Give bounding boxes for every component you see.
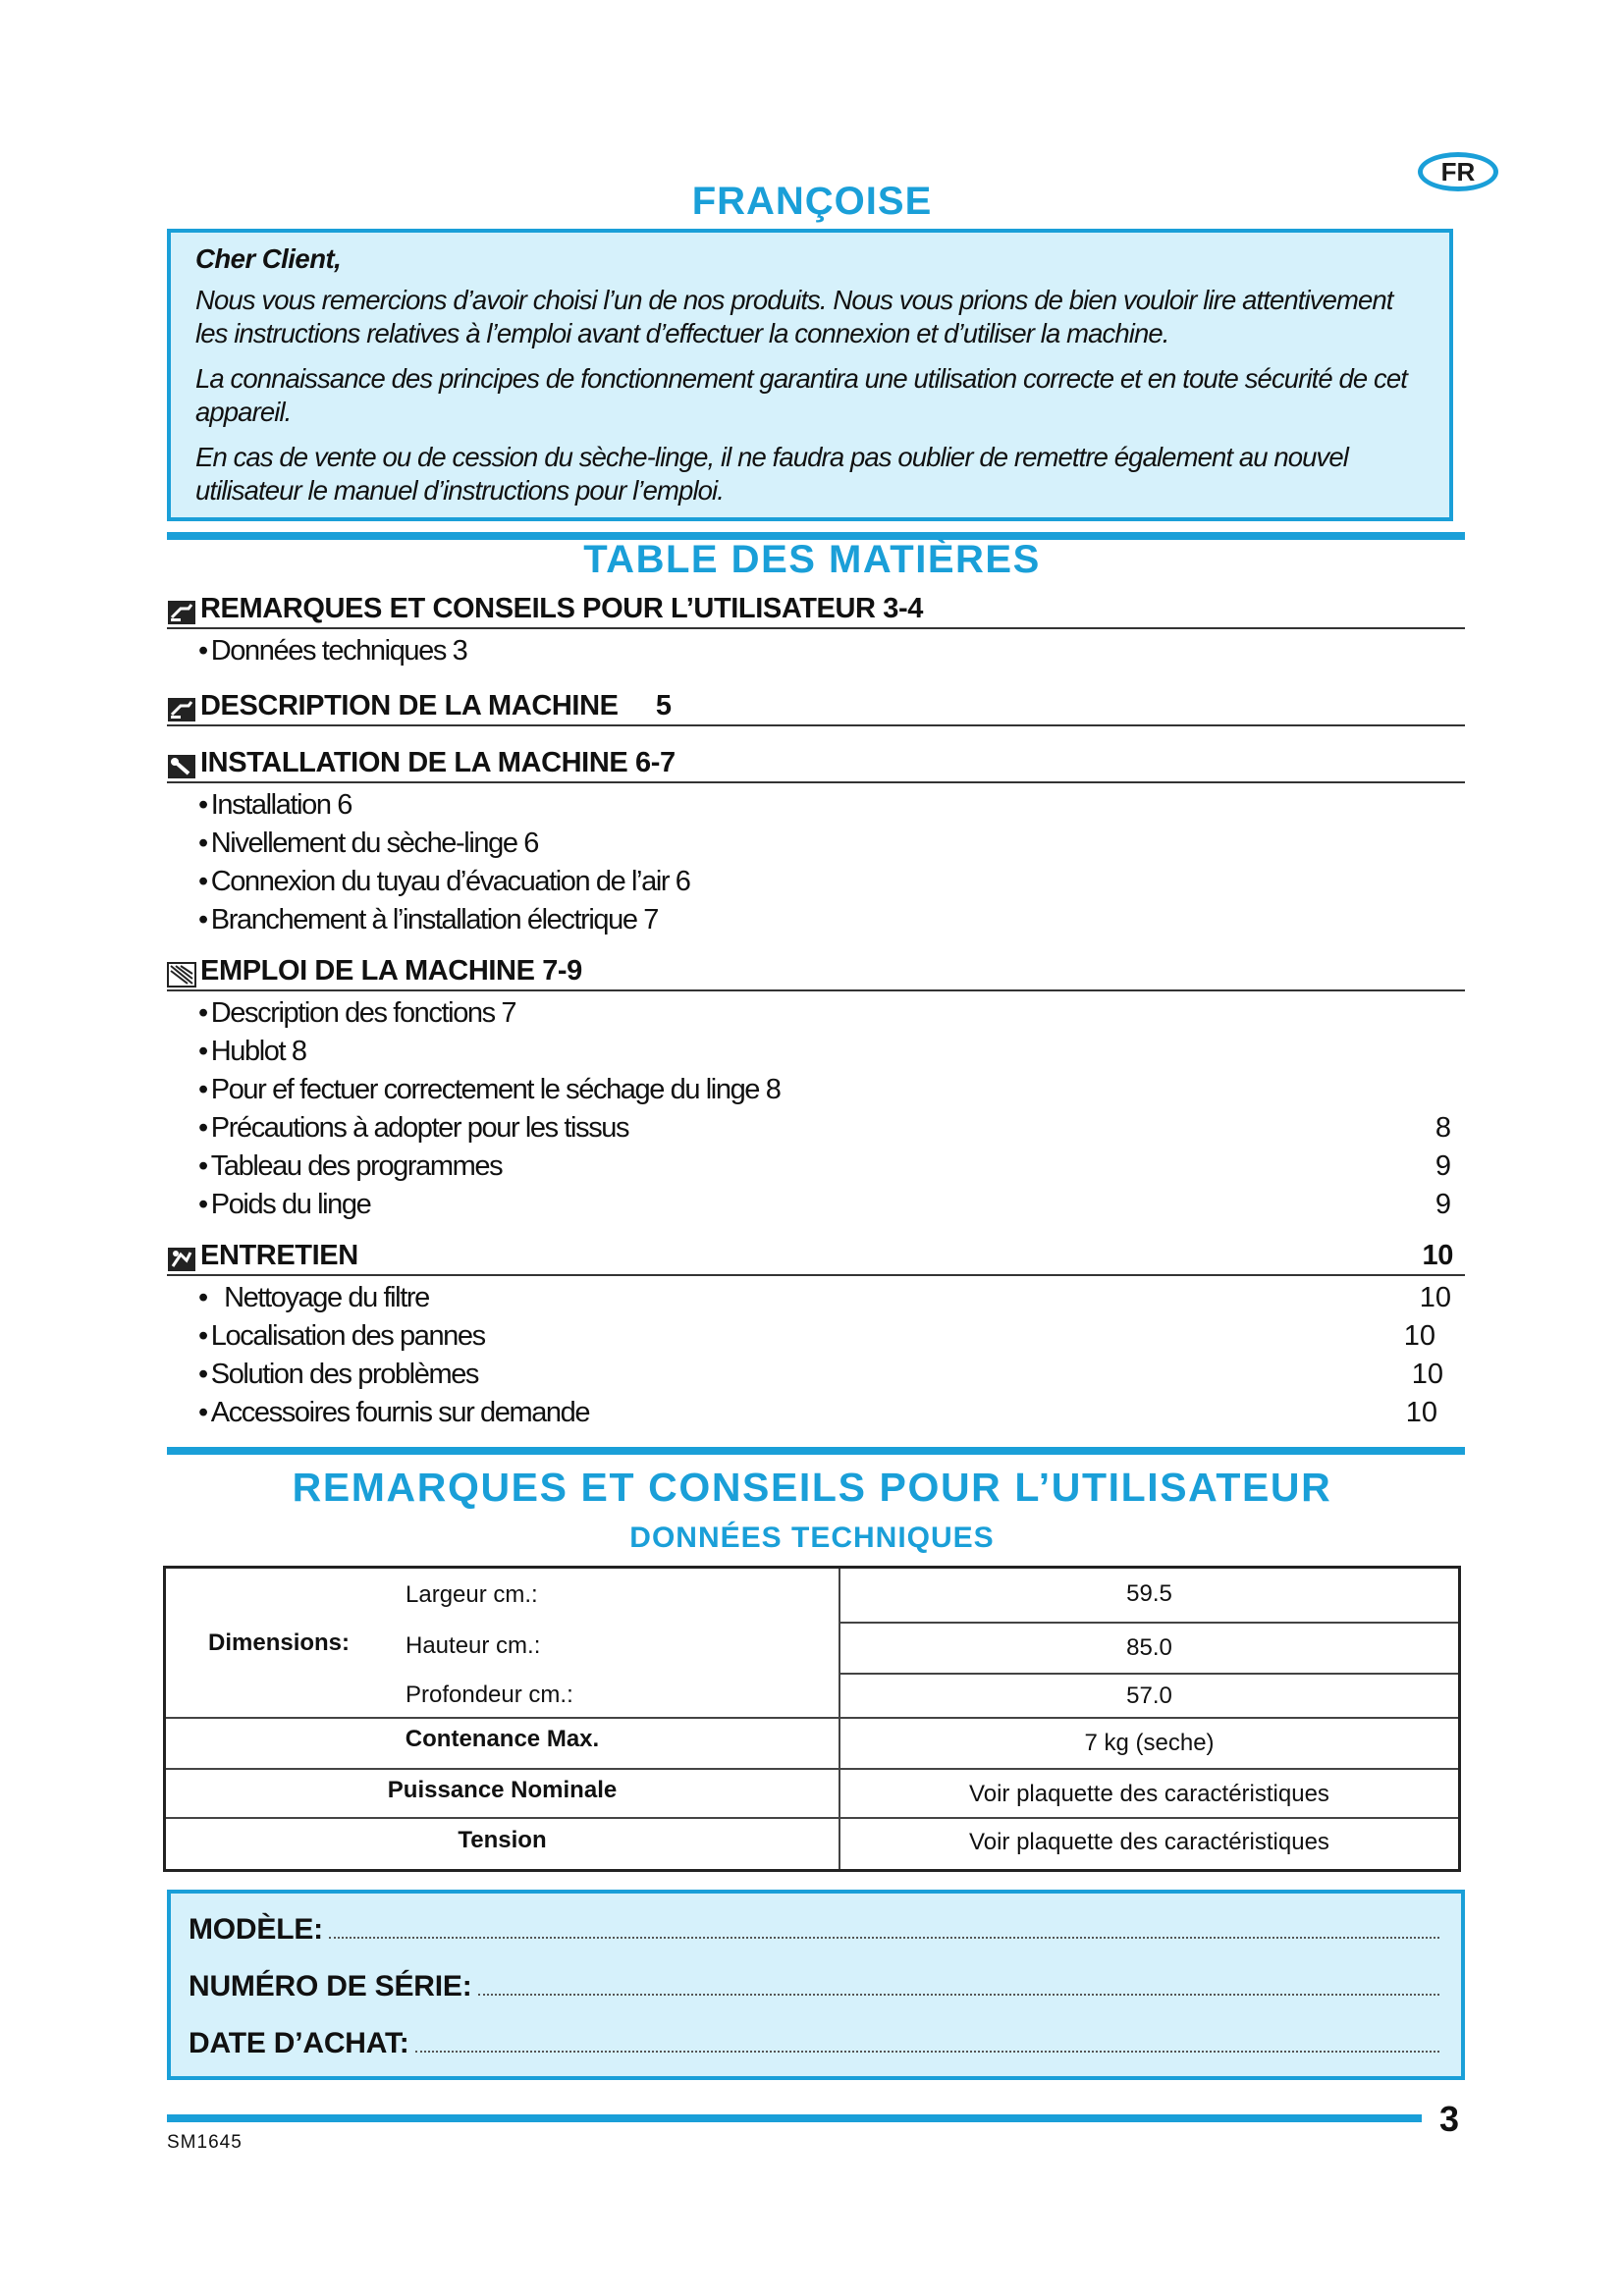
- footer-divider: [167, 2114, 1422, 2122]
- toc-item[interactable]: • Connexion du tuyau d’évacuation de l’air 6: [198, 863, 1465, 900]
- toc-item[interactable]: • Localisation des pannes 10: [198, 1317, 1465, 1355]
- toc-item-label: Installation 6: [210, 788, 352, 821]
- toc-section-label: REMARQUES ET CONSEILS POUR L’UTILISATEUR 3-4: [200, 593, 923, 624]
- document-code: SM1645: [167, 2132, 243, 2153]
- spec-label: Profondeur cm.:: [406, 1682, 573, 1708]
- toc-item-label: Branchement à l’installation électrique 7: [210, 903, 658, 935]
- intro-paragraph-2: La connaissance des principes de fonctionnement garantira une utilisation correcte et en toute sécurité de cet appareil.: [195, 363, 1408, 427]
- intro-paragraph-3: En cas de vente ou de cession du sèche-linge, il ne faudra pas oublier de remettre également au nouvel utilisateur le manuel d’instructions pour l’emploi.: [195, 442, 1349, 506]
- product-info-form: [167, 1890, 1465, 2080]
- toc-item-label: Hublot 8: [210, 1035, 306, 1067]
- toc-item[interactable]: • Nettoyage du filtre 10: [198, 1279, 1465, 1316]
- hand-press-icon: [167, 962, 196, 988]
- toc-item-page: 8: [1435, 1111, 1451, 1144]
- spec-label: Contenance Max.: [405, 1726, 600, 1752]
- hand-note-icon: [167, 697, 196, 722]
- toc-item[interactable]: • Solution des problèmes 10: [198, 1356, 1465, 1393]
- toc-item-page: 10: [1419, 1281, 1451, 1313]
- date-label: DATE D’ACHAT:: [189, 2027, 409, 2059]
- toc-section-description[interactable]: [167, 689, 1465, 726]
- serial-number-field[interactable]: [189, 1964, 1439, 2003]
- toc-section-entretien[interactable]: [167, 1239, 1465, 1276]
- toc-section-page: 10: [1422, 1240, 1453, 1271]
- toc-item-label: Localisation des pannes: [210, 1319, 485, 1352]
- toc-item-page: 10: [1403, 1319, 1435, 1352]
- toc-item[interactable]: • Précautions à adopter pour les tissus 8: [198, 1109, 1465, 1147]
- toc-item-label: Connexion du tuyau d’évacuation de l’air 6: [210, 865, 690, 897]
- toc-item-label: Données techniques 3: [210, 634, 467, 667]
- toc-section-label: EMPLOI DE LA MACHINE 7-9: [200, 955, 582, 987]
- spec-value: Voir plaquette des caractéristiques: [969, 1829, 1329, 1855]
- toc-item[interactable]: • Tableau des programmes 9: [198, 1148, 1465, 1185]
- tech-spec-table: [163, 1566, 1461, 1872]
- toc-item-page: 9: [1435, 1149, 1451, 1182]
- wrench-icon: [167, 754, 196, 779]
- model-label: MODÈLE:: [189, 1913, 323, 1946]
- toc-item-label: Nettoyage du filtre: [210, 1281, 429, 1313]
- purchase-date-field[interactable]: [189, 2021, 1439, 2060]
- language-title: FRANÇOISE: [691, 180, 933, 223]
- toc-item[interactable]: • Branchement à l’installation électrique 7: [198, 901, 1465, 938]
- intro-box: [167, 229, 1453, 521]
- toc-item-label: Précautions à adopter pour les tissus: [210, 1111, 629, 1144]
- toc-item-label: Pour ef fectuer correctement le séchage du linge 8: [210, 1073, 781, 1105]
- section-title: REMARQUES ET CONSEILS POUR L’UTILISATEUR: [292, 1465, 1332, 1510]
- toc-item[interactable]: • Pour ef fectuer correctement le séchage du linge 8: [198, 1071, 1465, 1108]
- spec-value: 59.5: [1126, 1580, 1172, 1607]
- toc-section-label: INSTALLATION DE LA MACHINE 6-7: [200, 747, 676, 778]
- toc-title: TABLE DES MATIÈRES: [583, 538, 1041, 581]
- toc-item[interactable]: • Description des fonctions 7: [198, 994, 1465, 1032]
- toc-item[interactable]: • Données techniques 3: [198, 632, 1465, 669]
- maintenance-icon: [167, 1247, 196, 1272]
- toc-item-label: Poids du linge: [210, 1188, 371, 1220]
- spec-value: 7 kg (seche): [1084, 1730, 1215, 1756]
- spec-value: Voir plaquette des caractéristiques: [969, 1781, 1329, 1807]
- toc-section-label: DESCRIPTION DE LA MACHINE 5: [200, 690, 672, 721]
- toc-section-remarques[interactable]: [167, 592, 1465, 629]
- hand-note-icon: [167, 600, 196, 625]
- toc-item[interactable]: • Nivellement du sèche-linge 6: [198, 825, 1465, 862]
- intro-greeting: Cher Client,: [195, 243, 342, 274]
- intro-paragraph-1: Nous vous remercions d’avoir choisi l’un de nos produits. Nous vous prions de bien vouloir lire attentivement les instructions relatives à l’emploi avant d’effectuer la connexion et d’utiliser la machine.: [195, 285, 1393, 348]
- page-number: 3: [1439, 2099, 1460, 2139]
- toc-item-label: Description des fonctions 7: [210, 996, 516, 1029]
- toc-item-label: Accessoires fournis sur demande: [210, 1396, 590, 1428]
- toc-item-page: 10: [1405, 1396, 1437, 1428]
- toc-item[interactable]: • Accessoires fournis sur demande 10: [198, 1394, 1465, 1431]
- dimensions-label: Dimensions:: [208, 1629, 351, 1656]
- toc-item-page: 9: [1435, 1188, 1451, 1220]
- toc-item[interactable]: • Installation 6: [198, 786, 1465, 824]
- toc-item-label: Solution des problèmes: [210, 1358, 479, 1390]
- toc-item-label: Tableau des programmes: [210, 1149, 503, 1182]
- section-subtitle: DONNÉES TECHNIQUES: [629, 1522, 995, 1554]
- model-field[interactable]: [189, 1907, 1439, 1947]
- toc-section-emploi[interactable]: [167, 954, 1465, 991]
- spec-value: 57.0: [1126, 1682, 1172, 1709]
- toc-item[interactable]: • Poids du linge 9: [198, 1186, 1465, 1223]
- spec-label: Puissance Nominale: [387, 1777, 618, 1803]
- toc-item-label: Nivellement du sèche-linge 6: [210, 827, 538, 859]
- toc-item-page: 10: [1411, 1358, 1443, 1390]
- spec-label: Hauteur cm.:: [406, 1632, 541, 1659]
- spec-label: Largeur cm.:: [406, 1581, 538, 1608]
- toc-section-installation[interactable]: [167, 746, 1465, 783]
- spec-label: Tension: [458, 1827, 547, 1853]
- divider: [167, 1447, 1465, 1455]
- language-badge: FR: [1418, 152, 1498, 191]
- toc-section-label: ENTRETIEN: [200, 1240, 358, 1271]
- serial-label: NUMÉRO DE SÉRIE:: [189, 1970, 472, 2002]
- spec-value: 85.0: [1126, 1634, 1172, 1661]
- toc-item[interactable]: • Hublot 8: [198, 1033, 1465, 1070]
